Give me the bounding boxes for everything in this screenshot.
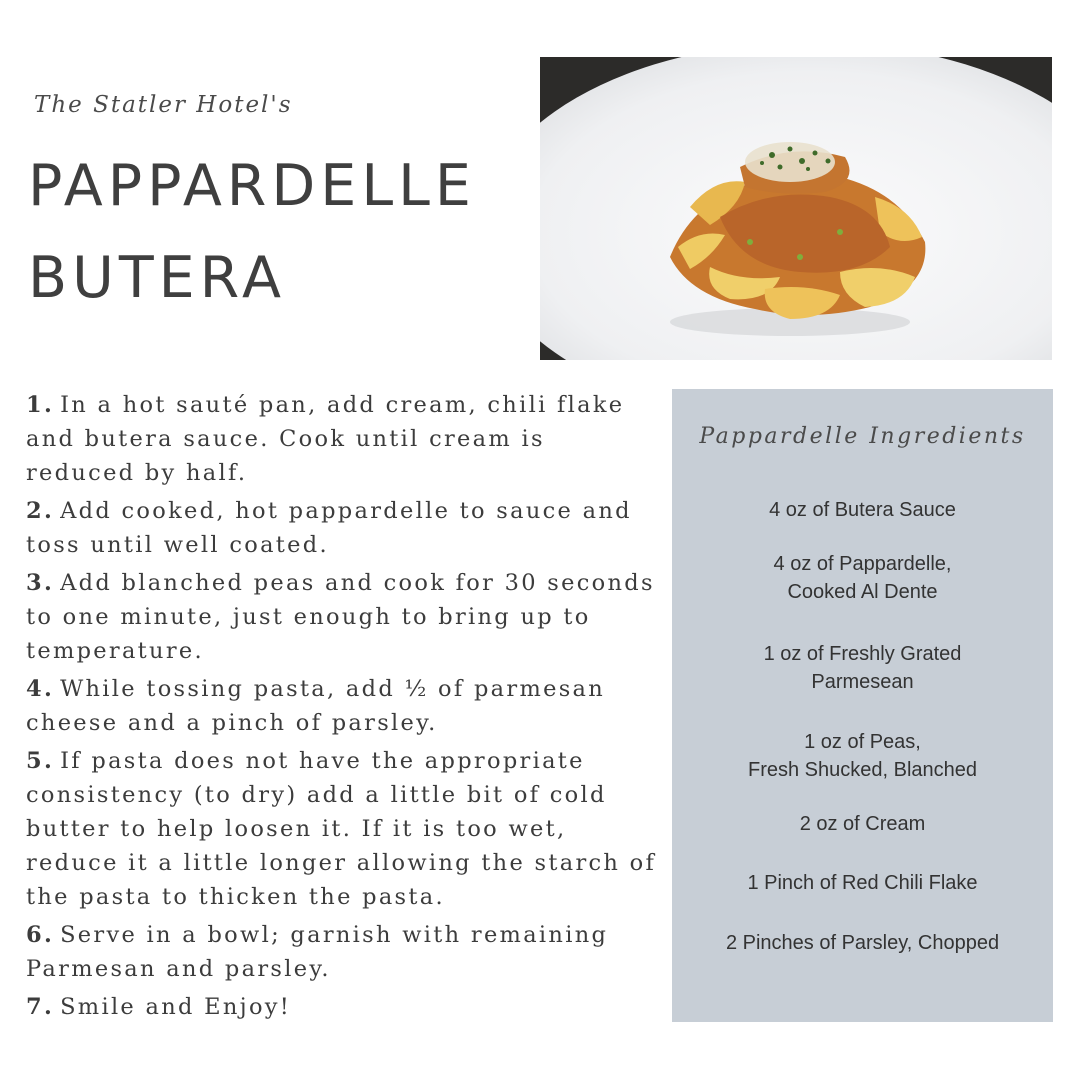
step-text: While tossing pasta, add ½ of parmesan cheese and a pinch of parsley. [26, 676, 606, 736]
instruction-step [26, 744, 662, 914]
step-number: 3. [26, 570, 55, 596]
step-number: 6. [26, 922, 55, 948]
ingredients-title: Pappardelle Ingredients [699, 424, 1026, 449]
step-number: 2. [26, 498, 55, 524]
step-number: 7. [26, 994, 55, 1020]
ingredient-line-1: 1 oz of Peas, [804, 731, 921, 753]
instruction-step [26, 566, 662, 668]
ingredients-list [672, 490, 1053, 957]
instruction-step [26, 388, 662, 490]
ingredient-line-1: 1 oz of Freshly Grated [763, 643, 962, 665]
ingredient-item [672, 550, 1053, 606]
title-line-1: PAPPARDELLE [28, 153, 476, 219]
ingredient-item [672, 496, 1053, 524]
ingredient-line-2: Parmesean [811, 671, 914, 693]
instructions-list [26, 388, 662, 1028]
ingredient-line-1: 4 oz of Pappardelle, [773, 553, 952, 575]
ingredient-line-1: 1 Pinch of Red Chili Flake [747, 872, 978, 894]
ingredient-line-1: 4 oz of Butera Sauce [769, 499, 956, 521]
ingredient-item [672, 640, 1053, 696]
dish-photo [540, 57, 1052, 360]
step-text: Serve in a bowl; garnish with remaining Parmesan and parsley. [26, 922, 609, 982]
instruction-step [26, 918, 662, 986]
step-number: 4. [26, 676, 55, 702]
instruction-step [26, 672, 662, 740]
step-text: Add cooked, hot pappardelle to sauce and toss until well coated. [26, 498, 632, 558]
instruction-step [26, 990, 662, 1024]
ingredient-item [672, 869, 1053, 897]
ingredient-item [672, 810, 1053, 838]
step-number: 5. [26, 748, 55, 774]
ingredient-item [672, 929, 1053, 957]
recipe-title [28, 140, 476, 324]
step-text: Add blanched peas and cook for 30 seconds to one minute, just enough to bring up to temperature. [26, 570, 655, 664]
ingredient-item [672, 728, 1053, 784]
instruction-step [26, 494, 662, 562]
ingredient-line-1: 2 Pinches of Parsley, Chopped [725, 932, 1000, 954]
step-text: If pasta does not have the appropriate consistency (to dry) add a little bit of cold butter to help loosen it. If it is too wet, reduce it a little longer allowing the starch of the pasta to thicken the pasta. [26, 748, 657, 910]
step-number: 1. [26, 392, 55, 418]
step-text: Smile and Enjoy! [60, 994, 292, 1020]
dish-photo-illustration [540, 57, 1052, 360]
recipe-subtitle: The Statler Hotel's [34, 92, 293, 118]
ingredient-line-1: 2 oz of Cream [799, 813, 926, 835]
ingredient-line-2: Fresh Shucked, Blanched [747, 759, 978, 781]
ingredient-line-2: Cooked Al Dente [787, 581, 938, 603]
title-line-2: BUTERA [28, 245, 286, 311]
step-text: In a hot sauté pan, add cream, chili flake and butera sauce. Cook until cream is reduced by half. [26, 392, 625, 486]
